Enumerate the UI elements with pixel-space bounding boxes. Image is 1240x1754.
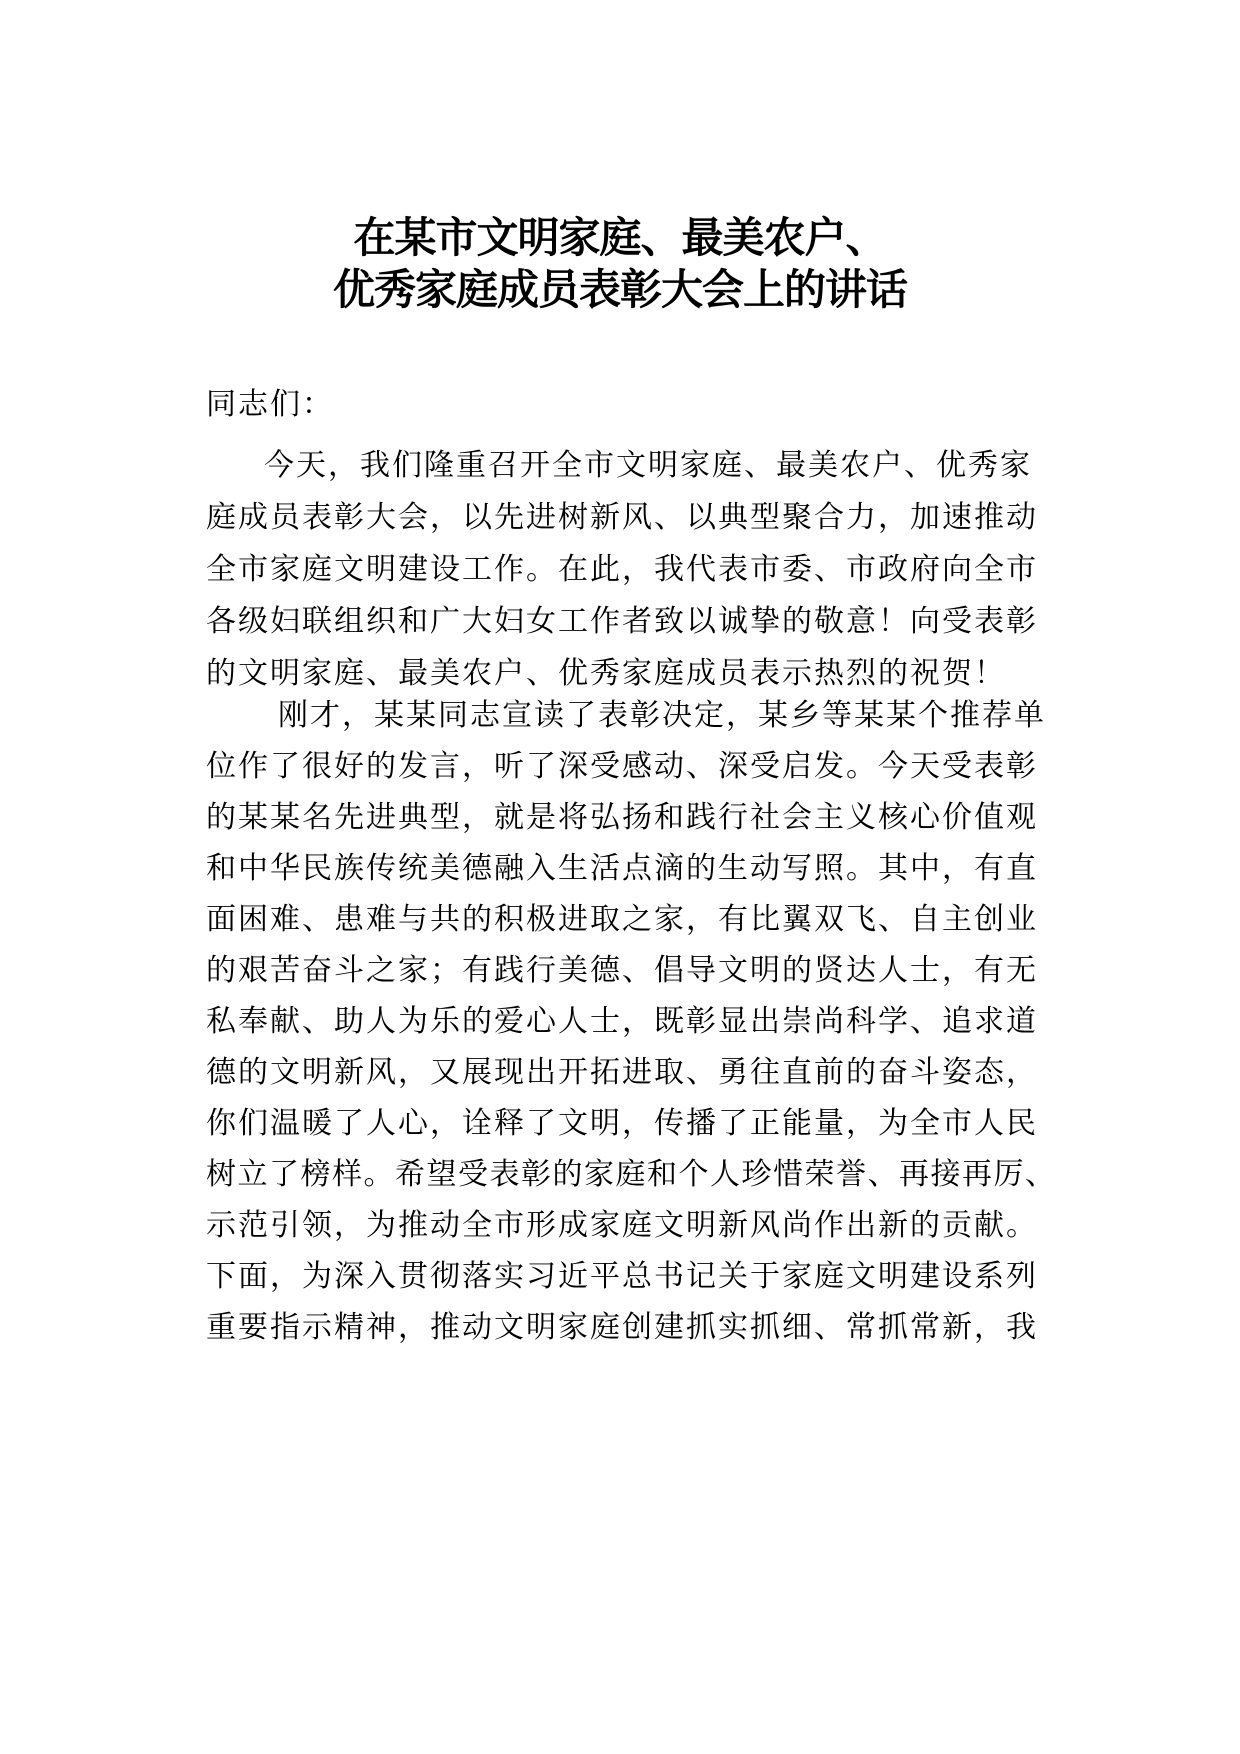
paragraph-line (206, 440, 1058, 492)
salutation: 同志们： (206, 387, 334, 422)
document-title (0, 212, 1240, 316)
paragraph-line-text: 今天，我们隆重召开全市文明家庭、最美农户、优秀家 (264, 448, 1032, 483)
paragraph-line: 下面，为深入贯彻落实习近平总书记关于家庭文明建设系列 (206, 1259, 1038, 1294)
paragraph-line: 示范引领，为推动全市形成家庭文明新风尚作出新的贡献。 (206, 1208, 1038, 1243)
paragraph-line: 德的文明新风，又展现出开拓进取、勇往直前的奋斗姿态， (206, 1055, 1038, 1090)
paragraph-line: 重要指示精神，推动文明家庭创建抓实抓细、常抓常新，我 (206, 1310, 1038, 1345)
paragraph-line: 和中华民族传统美德融入生活点滴的生动写照。其中，有直 (206, 851, 1038, 886)
paragraph-line: 你们温暖了人心，诠释了文明，传播了正能量，为全市人民 (206, 1106, 1038, 1141)
paragraph-line: 私奉献、助人为乐的爱心人士，既彰显出崇尚科学、追求道 (206, 1004, 1038, 1039)
title-line-1: 在某市文明家庭、最美农户、 (353, 213, 887, 262)
paragraph-line-text: 刚才，某某同志宣读了表彰决定，某乡等某某个推荐单 (278, 698, 1046, 733)
paragraph-line: 庭成员表彰大会，以先进树新风、以典型聚合力，加速推动 (206, 500, 1038, 535)
paragraph-line: 全市家庭文明建设工作。在此，我代表市委、市政府向全市 (206, 552, 1038, 587)
paragraph-line: 的文明家庭、最美农户、优秀家庭成员表示热烈的祝贺！ (206, 656, 1006, 691)
title-line-2: 优秀家庭成员表彰大会上的讲话 (332, 265, 907, 314)
paragraph-line: 位作了很好的发言，听了深受感动、深受启发。今天受表彰 (206, 749, 1038, 784)
paragraph-line: 树立了榜样。希望受表彰的家庭和个人珍惜荣誉、再接再厉、 (206, 1157, 1057, 1192)
paragraph-line: 的艰苦奋斗之家；有践行美德、倡导文明的贤达人士，有无 (206, 953, 1038, 988)
paragraph-line (206, 690, 1058, 741)
paragraph-line: 面困难、患难与共的积极进取之家，有比翼双飞、自主创业 (206, 902, 1038, 937)
paragraph-1 (206, 440, 1058, 700)
paragraph-2 (206, 690, 1058, 1353)
paragraph-line: 的某某名先进典型，就是将弘扬和践行社会主义核心价值观 (206, 800, 1038, 835)
paragraph-line: 各级妇联组织和广大妇女工作者致以诚挚的敬意！向受表彰 (206, 604, 1038, 639)
